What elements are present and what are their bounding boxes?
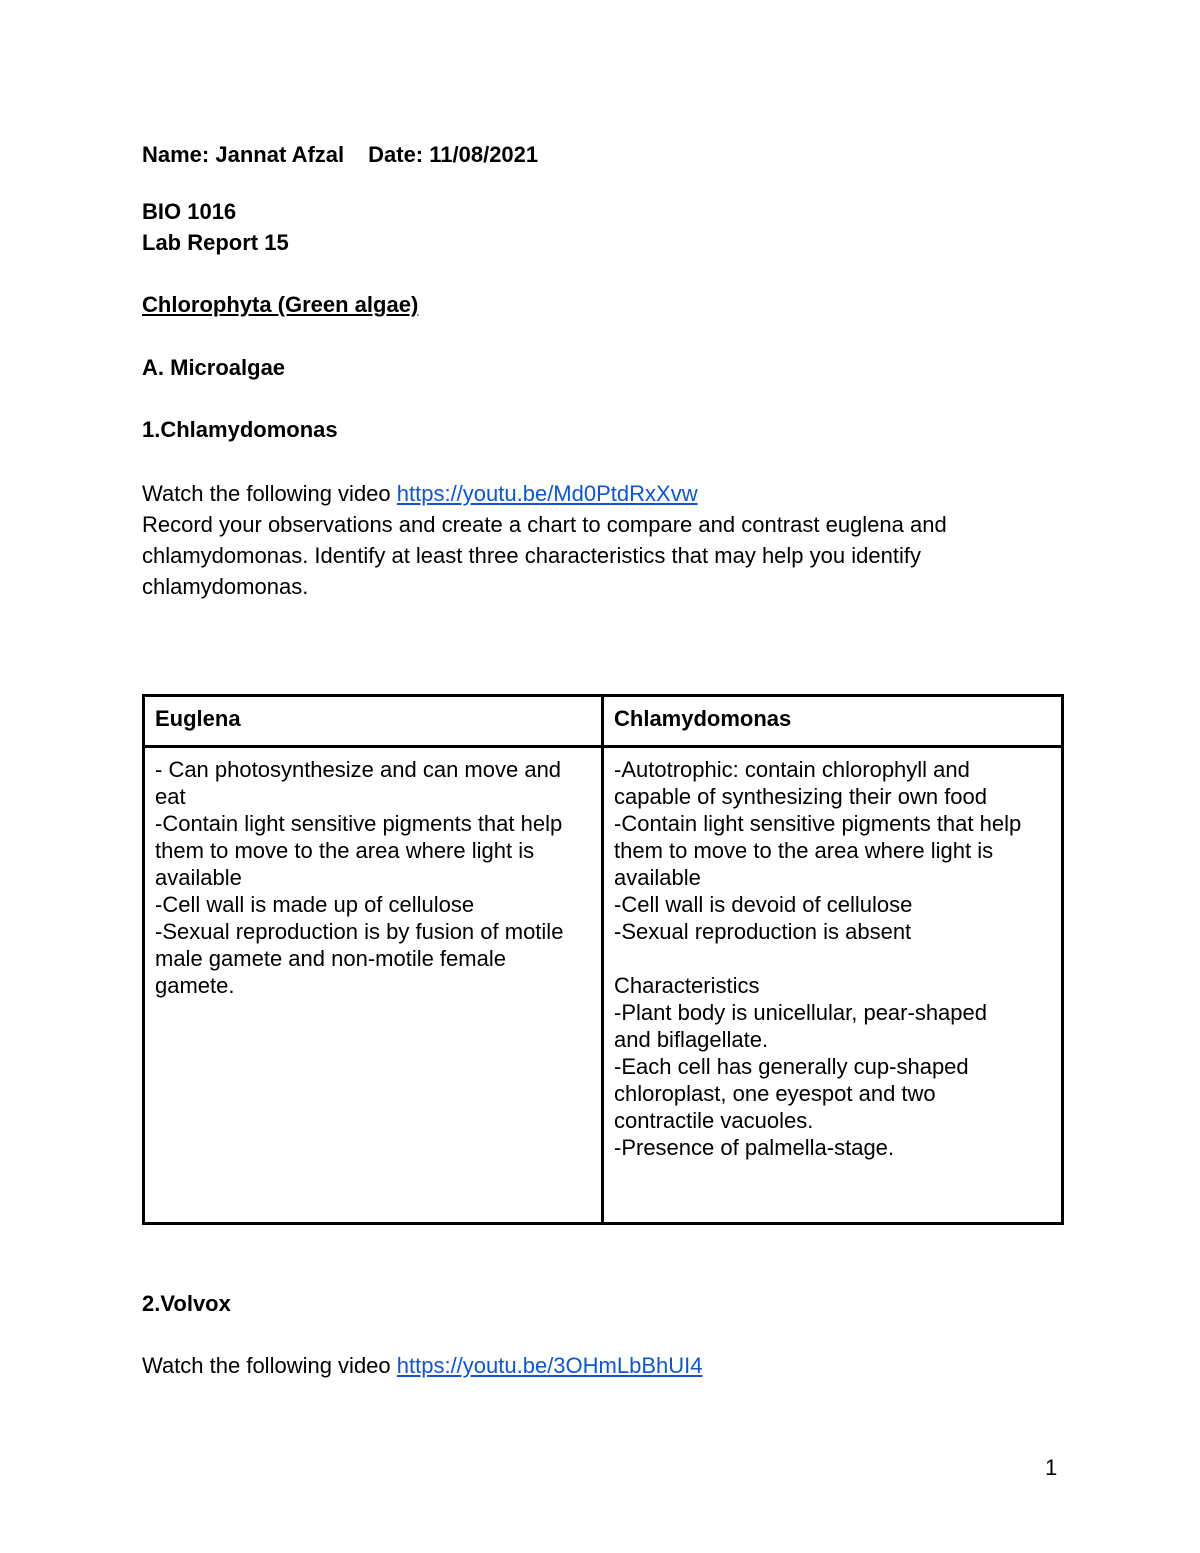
- euglena-line: available: [155, 865, 242, 890]
- chlamydomonas-line: -Cell wall is devoid of cellulose: [614, 892, 913, 917]
- euglena-line: them to move to the area where light is: [155, 838, 535, 863]
- chlamydomonas-instructions: [142, 478, 1042, 602]
- section-title: Chlorophyta (Green algae): [142, 292, 419, 317]
- video-prefix: Watch the following video: [142, 481, 397, 506]
- euglena-line: -Contain light sensitive pigments that help: [155, 811, 563, 836]
- chlamydomonas-line: -Autotrophic: contain chlorophyll and: [614, 757, 970, 782]
- instruction-line: chlamydomonas.: [142, 574, 309, 599]
- euglena-line: -Sexual reproduction is by fusion of motile: [155, 919, 564, 944]
- chlamydomonas-line: available: [614, 865, 701, 890]
- volvox-video-line: [142, 1350, 703, 1381]
- chlamydomonas-line: -Plant body is unicellular, pear-shaped: [614, 1000, 988, 1025]
- instruction-line: chlamydomonas. Identify at least three characteristics that may help you identify: [142, 543, 921, 568]
- euglena-line: -Cell wall is made up of cellulose: [155, 892, 475, 917]
- volvox-heading: 2.Volvox: [142, 1291, 231, 1316]
- course-code: BIO 1016: [142, 199, 237, 224]
- table-header-row: [144, 696, 1063, 747]
- subsection-title: A. Microalgae: [142, 355, 286, 380]
- euglena-line: eat: [155, 784, 186, 809]
- chlamydomonas-line: capable of synthesizing their own food: [614, 784, 988, 809]
- euglena-line: - Can photosynthesize and can move and: [155, 757, 562, 782]
- page-number: 1: [1045, 1455, 1058, 1480]
- characteristics-label: Characteristics: [614, 973, 760, 998]
- chlamydomonas-line: -Contain light sensitive pigments that help: [614, 811, 1022, 836]
- report-title: Lab Report 15: [142, 230, 289, 255]
- instruction-line: Record your observations and create a chart to compare and contrast euglena and: [142, 512, 947, 537]
- euglena-cell: [144, 747, 603, 1224]
- chlamydomonas-line: -Sexual reproduction is absent: [614, 919, 912, 944]
- euglena-line: gamete.: [155, 973, 235, 998]
- volvox-video-link[interactable]: https://youtu.be/3OHmLbBhUI4: [396, 1353, 703, 1378]
- name-date-line: [142, 139, 538, 170]
- chlamydomonas-line: -Each cell has generally cup-shaped: [614, 1054, 969, 1079]
- header-chlamydomonas: Chlamydomonas: [603, 696, 1063, 747]
- euglena-line: male gamete and non-motile female: [155, 946, 506, 971]
- chlamydomonas-line: contractile vacuoles.: [614, 1108, 814, 1133]
- blank-line: [614, 945, 1051, 972]
- student-name: Name: Jannat Afzal: [142, 142, 345, 167]
- header-euglena: Euglena: [144, 696, 603, 747]
- chlamydomonas-cell: [603, 747, 1063, 1224]
- table-row: [144, 747, 1063, 1224]
- chlamydomonas-line: -Presence of palmella-stage.: [614, 1135, 895, 1160]
- video-prefix: Watch the following video: [142, 1353, 397, 1378]
- chlamydomonas-line: them to move to the area where light is: [614, 838, 994, 863]
- chlamydomonas-line: chloroplast, one eyespot and two: [614, 1081, 936, 1106]
- chlamydomonas-heading: 1.Chlamydomonas: [142, 417, 338, 442]
- report-date: Date: 11/08/2021: [368, 142, 539, 167]
- video-line: [142, 478, 1042, 509]
- comparison-table: [142, 694, 1064, 1225]
- chlamydomonas-video-link[interactable]: https://youtu.be/Md0PtdRxXvw: [396, 481, 698, 506]
- chlamydomonas-line: and biflagellate.: [614, 1027, 769, 1052]
